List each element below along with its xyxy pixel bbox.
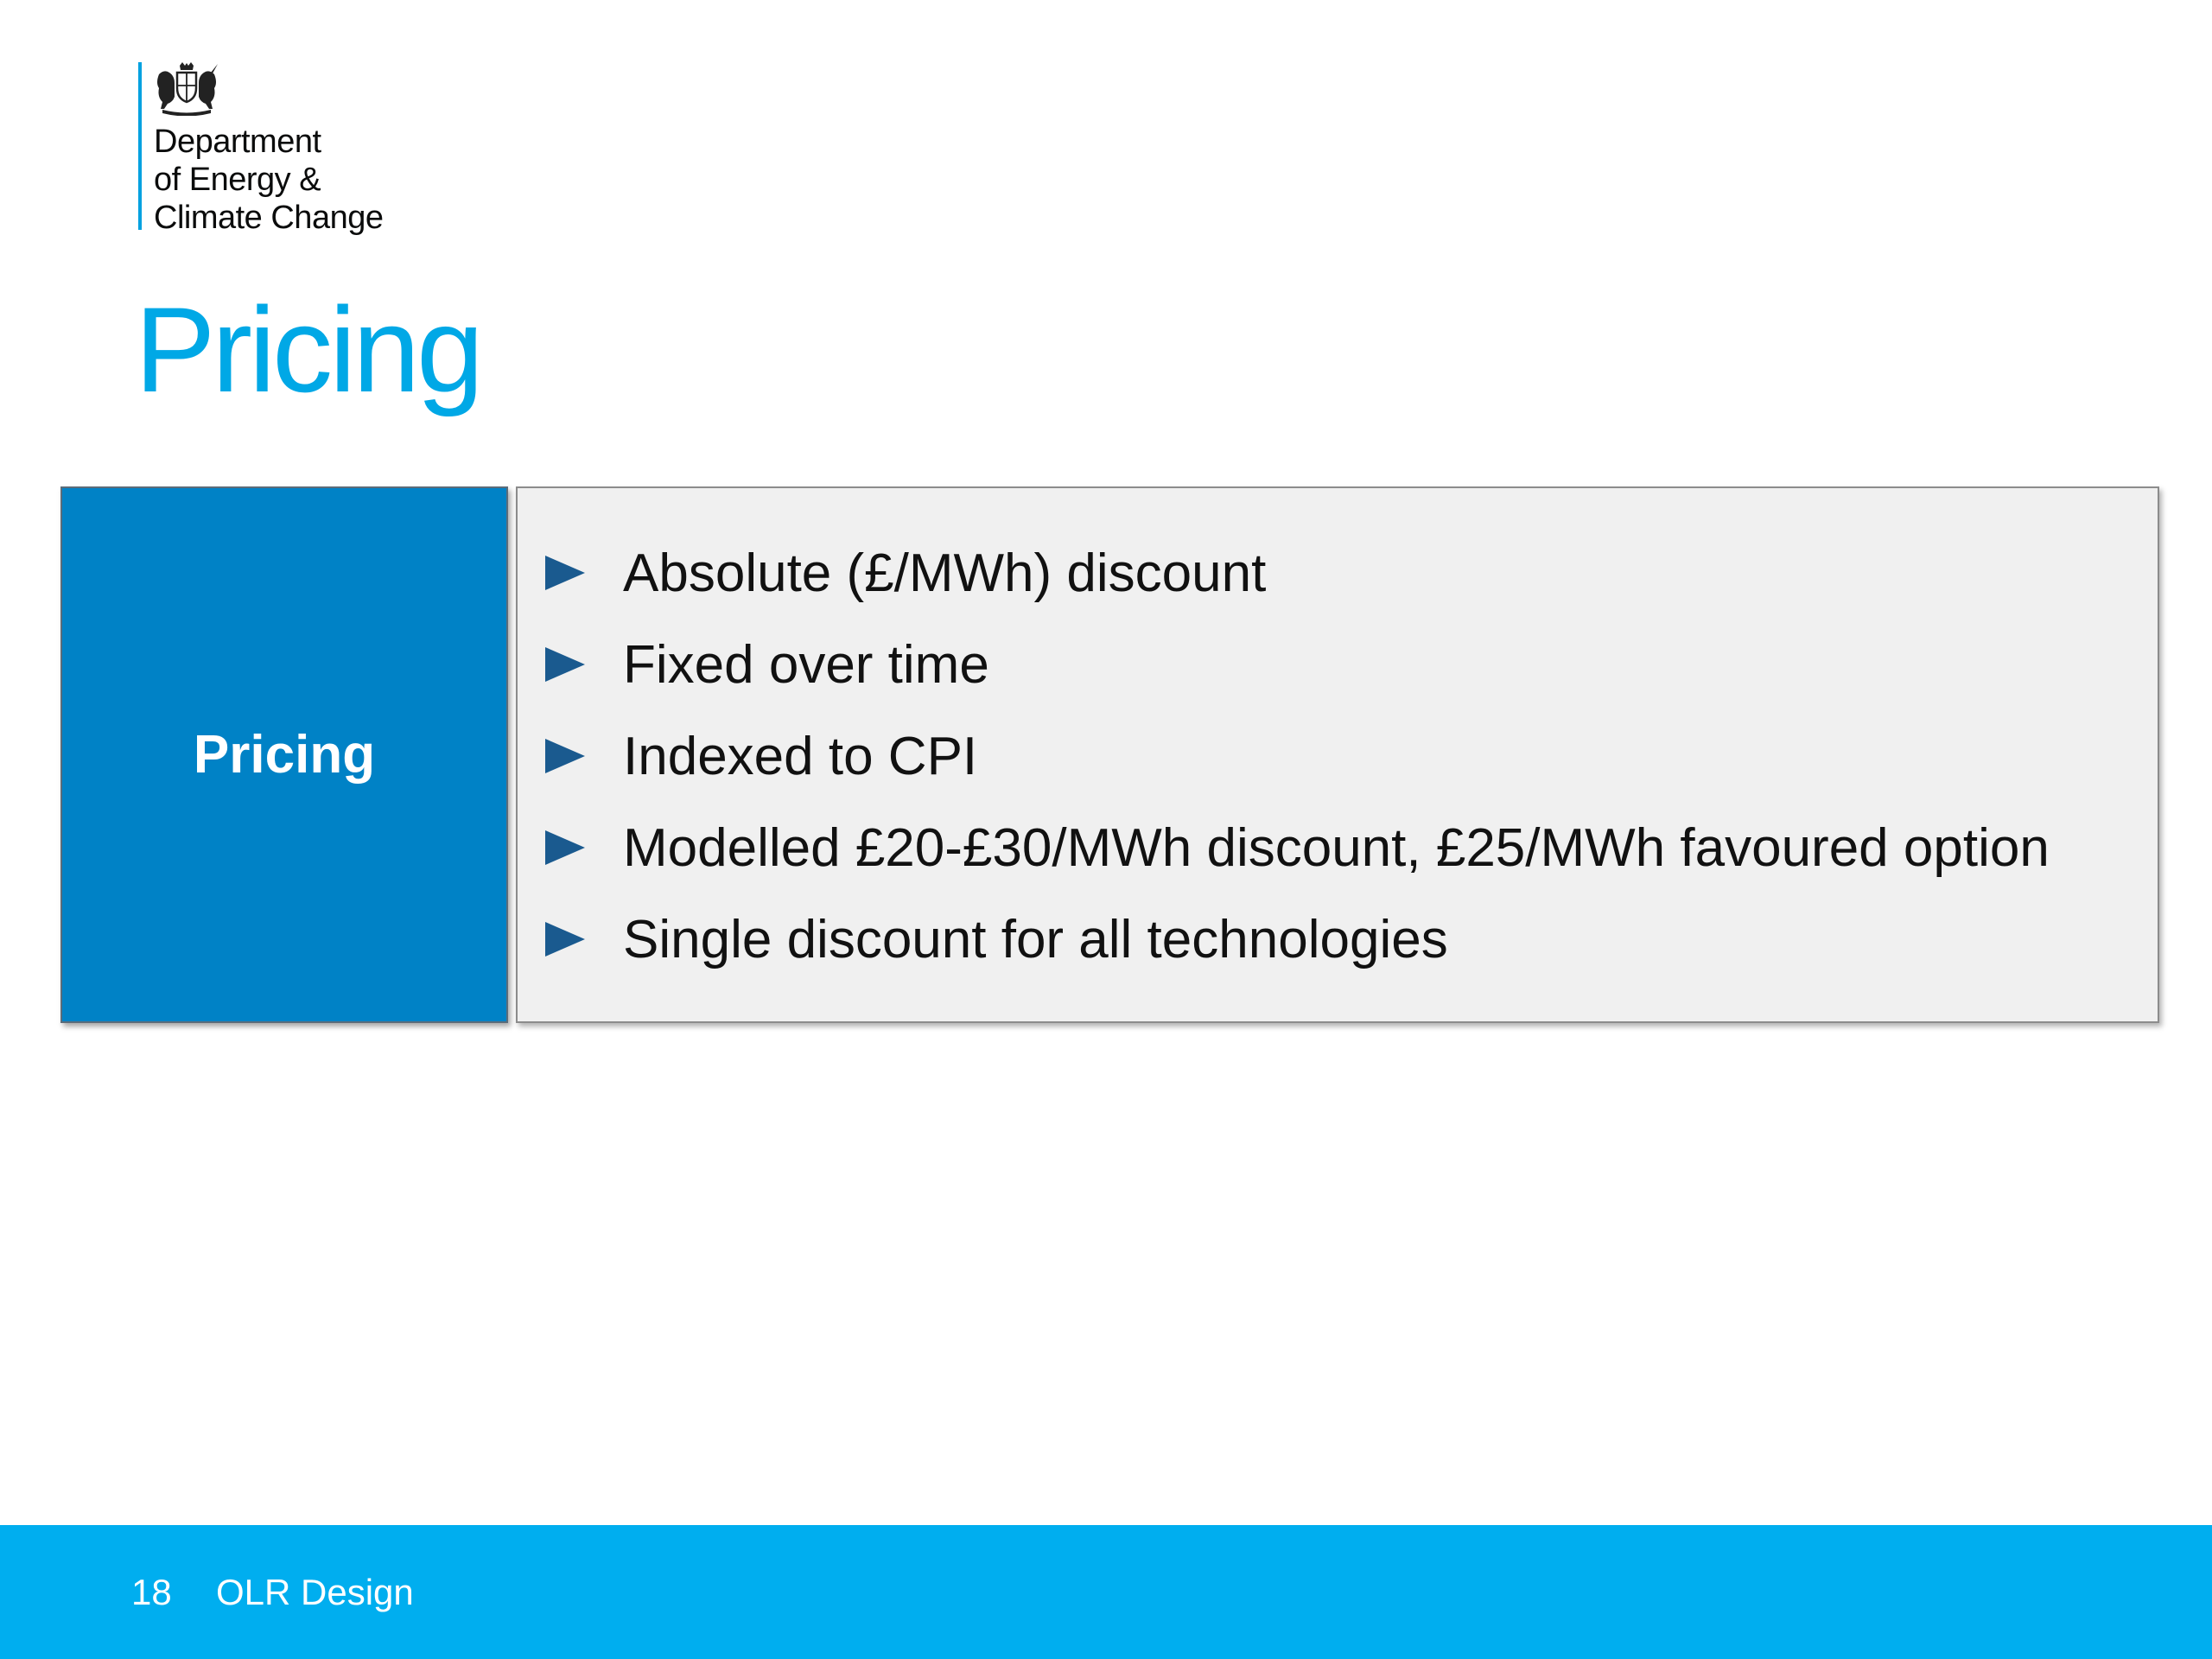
bullet-text: Fixed over time (623, 634, 989, 695)
bullet-text: Single discount for all technologies (623, 909, 1448, 969)
footer-bar (0, 1525, 2212, 1659)
list-item (543, 893, 2050, 985)
bullet-list (543, 527, 2050, 985)
bullet-text: Indexed to CPI (623, 726, 978, 786)
list-item (543, 527, 2050, 619)
list-item (543, 619, 2050, 710)
triangle-right-icon (543, 920, 587, 958)
logo-line: Department (154, 124, 321, 160)
royal-crest-icon (154, 62, 219, 116)
section-label-box (60, 486, 508, 1023)
logo-rule (138, 62, 142, 230)
page-number: 18 (131, 1572, 172, 1612)
footer-title: OLR Design (216, 1572, 414, 1612)
bullet-content-box (516, 486, 2159, 1023)
triangle-right-icon (543, 645, 587, 683)
page-title: Pricing (135, 282, 480, 417)
list-item (543, 710, 2050, 802)
department-logo (138, 62, 449, 236)
bullet-text: Absolute (£/MWh) discount (623, 543, 1267, 603)
logo-line: of Energy & (154, 162, 321, 198)
triangle-right-icon (543, 737, 587, 775)
triangle-right-icon (543, 554, 587, 592)
list-item (543, 802, 2050, 893)
department-name (154, 123, 383, 237)
section-label: Pricing (193, 725, 376, 785)
triangle-right-icon (543, 829, 587, 867)
bullet-text: Modelled £20-£30/MWh discount, £25/MWh favoured option (623, 817, 2050, 878)
logo-line: Climate Change (154, 200, 384, 236)
